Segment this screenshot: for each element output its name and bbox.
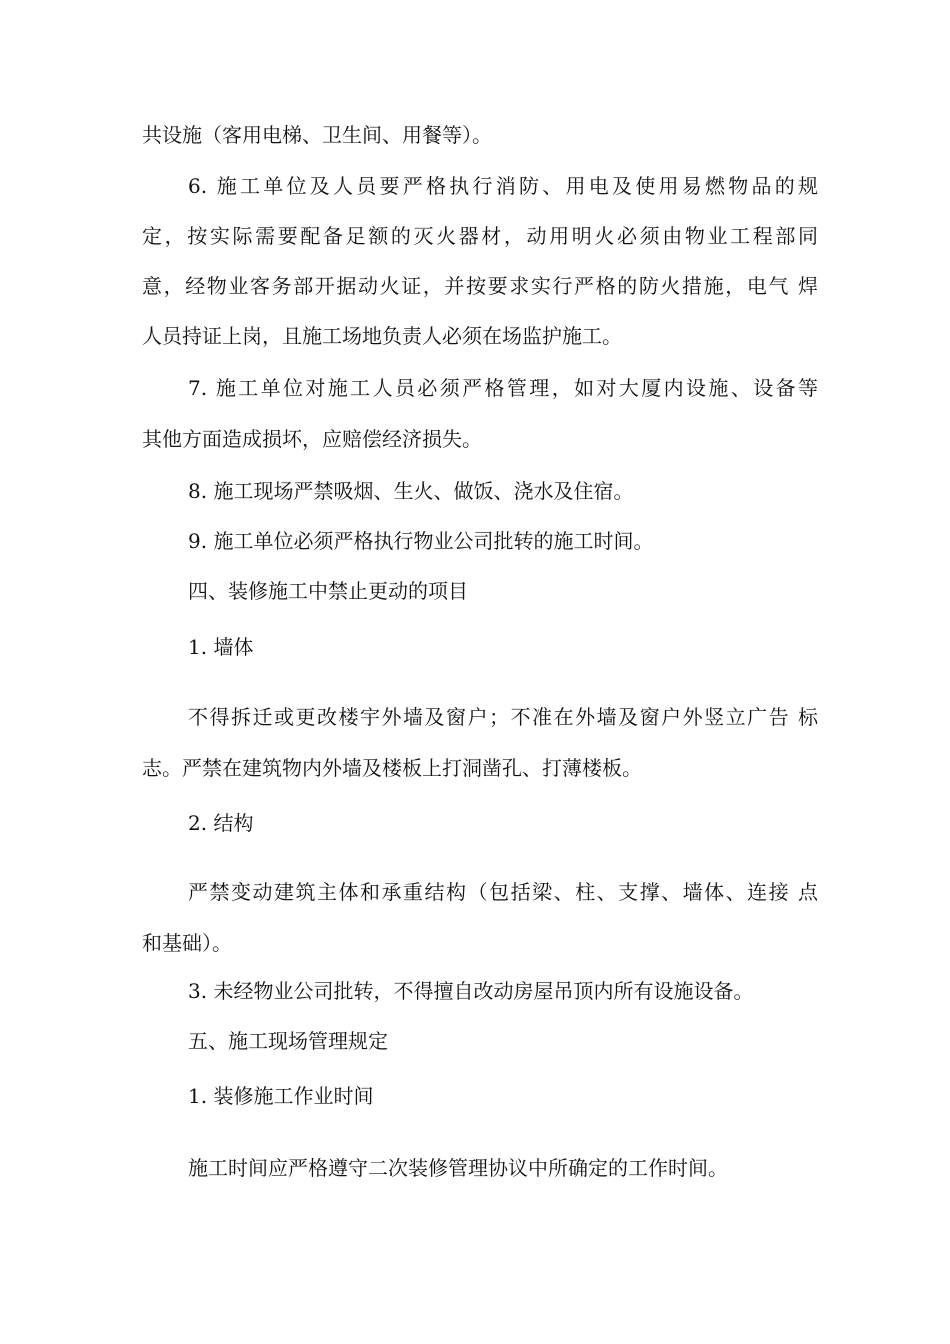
text-line: 3. 未经物业公司批转，不得擅自改动房屋吊顶内所有设施设备。 bbox=[188, 979, 754, 1003]
text-line: 9. 施工单位必须严格执行物业公司批转的施工时间。 bbox=[188, 529, 654, 553]
text-line: 人员持证上岗，且施工场地负责人必须在场监护施工。 bbox=[142, 324, 622, 348]
text-line: 严禁变动建筑主体和承重结构（包括梁、柱、支撑、墙体、连接 点 bbox=[188, 880, 818, 904]
text-line: 6. 施工单位及人员要严格执行消防、用电及使用易燃物品的规 bbox=[188, 174, 818, 198]
section-heading: 五、施工现场管理规定 bbox=[188, 1029, 388, 1053]
text-line: 7. 施工单位对施工人员必须严格管理，如对大厦内设施、设备等 bbox=[188, 376, 818, 400]
text-line: 和基础）。 bbox=[142, 931, 232, 955]
text-line: 施工时间应严格遵守二次装修管理协议中所确定的工作时间。 bbox=[188, 1156, 728, 1180]
subsection-heading: 1. 墙体 bbox=[188, 635, 254, 659]
text-line: 志。严禁在建筑物内外墙及楼板上打洞凿孔、打薄楼板。 bbox=[142, 756, 642, 780]
text-line: 定，按实际需要配备足额的灭火器材，动用明火必须由物业工程部同 bbox=[142, 224, 818, 248]
subsection-heading: 2. 结构 bbox=[188, 811, 254, 835]
text-line: 意，经物业客务部开据动火证，并按要求实行严格的防火措施，电气 焊 bbox=[142, 274, 818, 298]
text-line: 其他方面造成损坏，应赔偿经济损失。 bbox=[142, 427, 482, 451]
text-line: 不得拆迁或更改楼宇外墙及窗户；不准在外墙及窗户外竖立广告 标 bbox=[188, 705, 818, 729]
text-line: 8. 施工现场严禁吸烟、生火、做饭、浇水及住宿。 bbox=[188, 479, 634, 503]
text-line: 共设施（客用电梯、卫生间、用餐等）。 bbox=[142, 123, 492, 147]
subsection-heading: 1. 装修施工作业时间 bbox=[188, 1084, 374, 1108]
section-heading: 四、装修施工中禁止更动的项目 bbox=[188, 579, 468, 603]
